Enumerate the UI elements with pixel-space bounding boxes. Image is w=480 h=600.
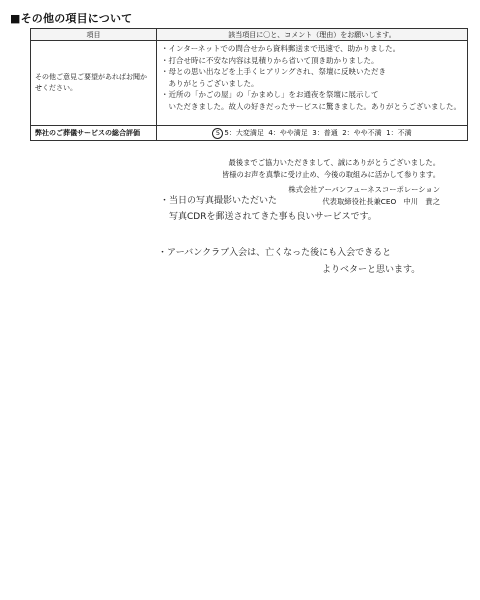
request-item-label: その他ご意見ご要望があればお聞かせください。: [31, 41, 157, 126]
rating-row: [31, 126, 468, 141]
handwritten-note: よりベターと思います。: [322, 265, 421, 275]
rating-option-4: 4：やや満足: [268, 128, 308, 137]
company-signature: [288, 184, 440, 208]
section-title: ■その他の項目について: [10, 12, 133, 25]
comment-line: ・インターネットでの問合せから資料郵送まで迅速で、助かりました。: [161, 44, 401, 53]
ceo-name: 代表取締役社長兼CEO 中川 貴之: [322, 197, 440, 206]
handwritten-note: ・当日の写真撮影いただいた: [160, 196, 278, 206]
closing-line: 最後までご協力いただきまして、誠にありがとうございました。: [228, 158, 440, 167]
rating-option-1: 1：不満: [386, 128, 412, 137]
handwritten-note: ・アーバンクラブ入会は、亡くなった後にも入会できると: [158, 248, 392, 258]
closing-line: 皆様のお声を真摯に受け止め、今後の取組みに活かして参ります。: [221, 169, 440, 179]
rating-option-2: 2：やや不満: [342, 128, 382, 137]
closing-message: [222, 157, 440, 180]
handwritten-note: 写真CDRを郵送されてきた事も良いサービスです。: [160, 212, 377, 222]
rating-option-5: 5：大変満足: [224, 128, 264, 137]
comment-line: ・打合せ時に不安な内容は見積りから省いて頂き助かりました。: [161, 55, 379, 65]
survey-table: [30, 28, 468, 141]
rating-label: 弊社のご葬儀サービスの総合評価: [31, 126, 157, 141]
company-name: 株式会社アーバンフューネスコーポレーション: [288, 185, 440, 194]
request-row: [31, 41, 468, 126]
header-item: 項目: [31, 29, 157, 41]
rating-options: [157, 126, 468, 141]
rating-option-3: 3：普通: [312, 128, 338, 137]
comment-line: ・母との思い出などを上手くヒアリングされ、祭壇に反映いただき: [161, 67, 386, 76]
header-comment: 該当項目に〇と、コメント（理由）をお願いします。: [157, 29, 468, 41]
comment-cell: [157, 41, 468, 126]
comment-line: ありがとうございました。: [161, 78, 259, 88]
table-header-row: [31, 29, 468, 41]
comment-line: ・近所の「かごの屋」の「かまめし」をお通夜を祭壇に展示して: [161, 90, 379, 99]
selected-rating-circle: 5: [212, 128, 223, 139]
comment-line: いただきました。故人の好きだったサービスに驚きました。ありがとうございました。: [161, 101, 461, 111]
